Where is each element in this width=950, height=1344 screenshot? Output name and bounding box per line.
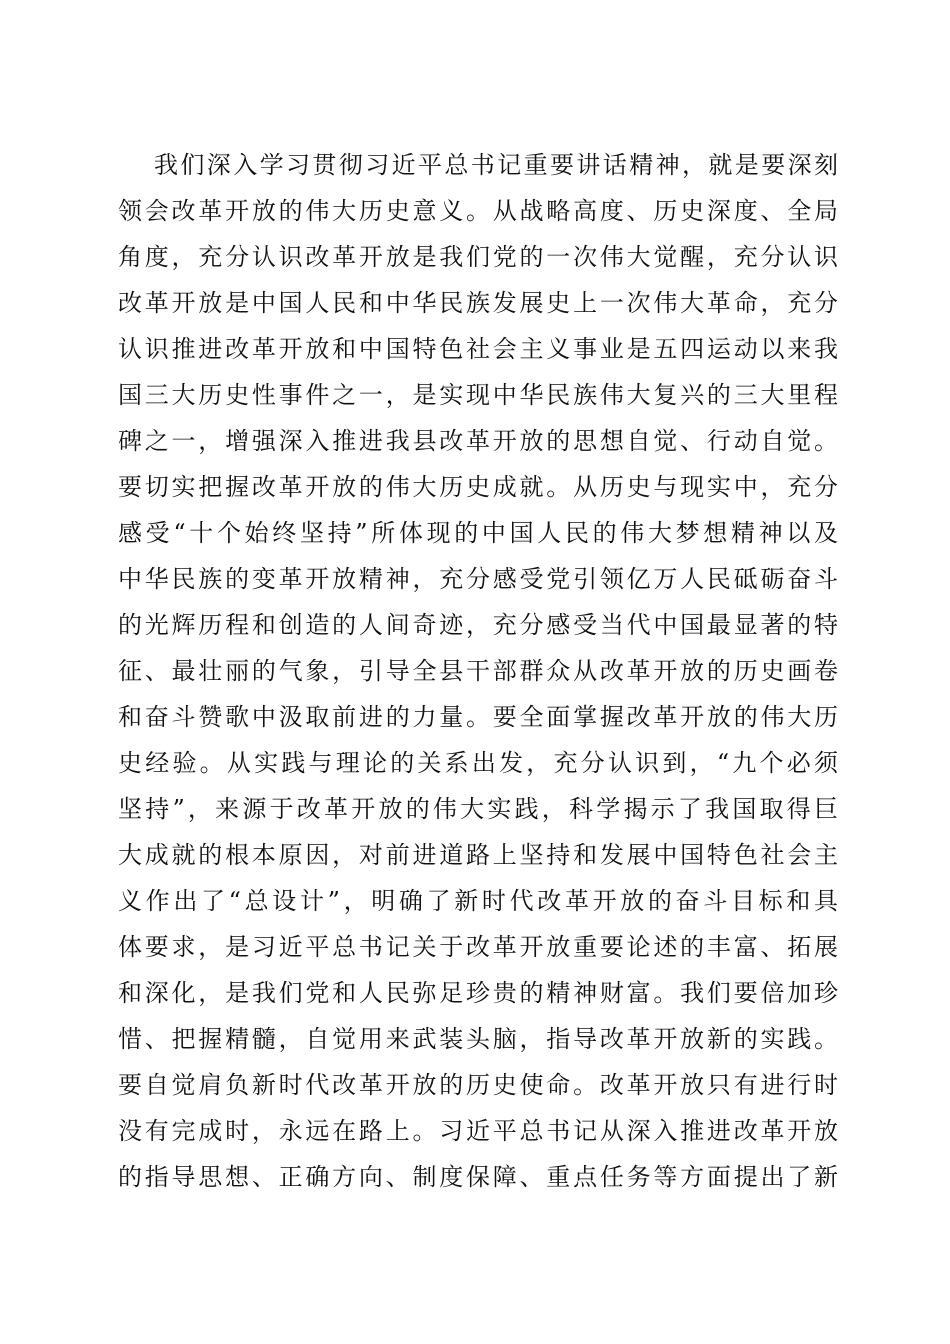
text-line: 角度，充分认识改革开放是我们党的一次伟大觉醒，充分认识 [118,243,838,271]
text-line: 坚持”，来源于改革开放的伟大实践，科学揭示了我国取得巨 [118,795,838,823]
text-line: 的指导思想、正确方向、制度保障、重点任务等方面提出了新 [118,1163,838,1191]
text-line: 要切实把握改革开放的伟大历史成就。从历史与现实中，充分 [118,473,838,501]
text-line: 惜、把握精髓，自觉用来武装头脑，指导改革开放新的实践。 [118,1025,838,1053]
text-line: 中华民族的变革开放精神，充分感受党引领亿万人民砥砺奋斗 [118,565,838,593]
text-line: 征、最壮丽的气象，引导全县干部群众从改革开放的历史画卷 [118,657,838,685]
text-line: 领会改革开放的伟大历史意义。从战略高度、历史深度、全局 [118,197,838,225]
text-line: 和奋斗赞歌中汲取前进的力量。要全面掌握改革开放的伟大历 [118,703,838,731]
text-line: 史经验。从实践与理论的关系出发，充分认识到，“九个必须 [118,749,838,777]
text-line: 体要求，是习近平总书记关于改革开放重要论述的丰富、拓展 [118,933,838,961]
text-line: 大成就的根本原因，对前进道路上坚持和发展中国特色社会主 [118,841,838,869]
text-line: 的光辉历程和创造的人间奇迹，充分感受当代中国最显著的特 [118,611,838,639]
text-line: 感受“十个始终坚持”所体现的中国人民的伟大梦想精神以及 [118,519,838,547]
text-line: 和深化，是我们党和人民弥足珍贵的精神财富。我们要倍加珍 [118,979,838,1007]
text-line: 我们深入学习贯彻习近平总书记重要讲话精神，就是要深刻 [154,151,838,179]
text-line: 碑之一，增强深入推进我县改革开放的思想自觉、行动自觉。 [118,427,838,455]
text-line: 改革开放是中国人民和中华民族发展史上一次伟大革命，充分 [118,289,838,317]
text-line: 要自觉肩负新时代改革开放的历史使命。改革开放只有进行时 [118,1071,838,1099]
body-paragraph [118,142,838,1200]
text-line: 义作出了“总设计”，明确了新时代改革开放的奋斗目标和具 [118,887,838,915]
text-line: 认识推进改革开放和中国特色社会主义事业是五四运动以来我 [118,335,838,363]
text-line: 国三大历史性事件之一，是实现中华民族伟大复兴的三大里程 [118,381,838,409]
text-line: 没有完成时，永远在路上。习近平总书记从深入推进改革开放 [118,1117,838,1145]
